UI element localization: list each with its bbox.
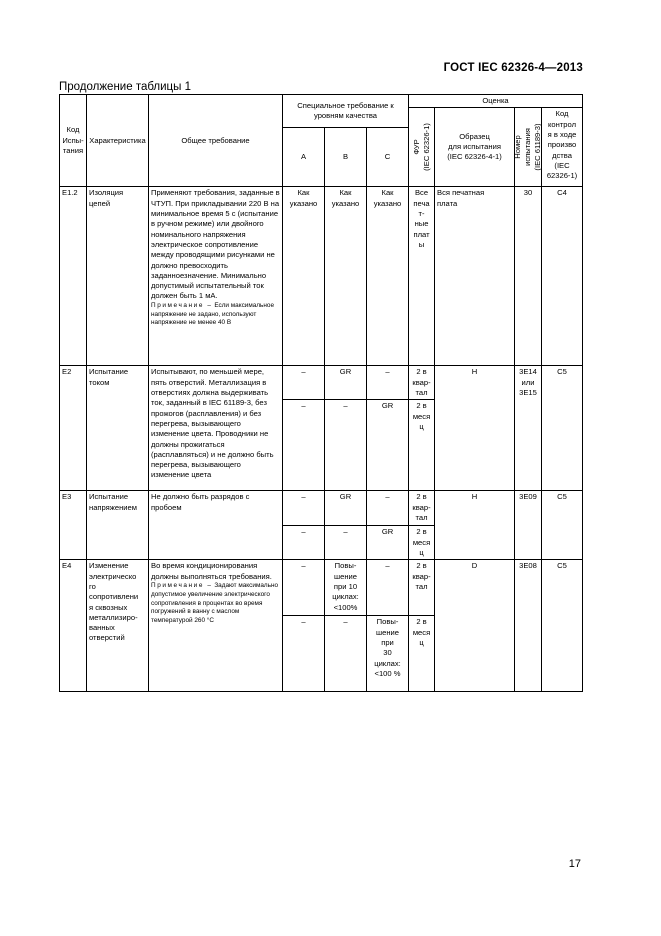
cell-level-c: – xyxy=(367,560,409,616)
header-control-code: Код контрол я в ходе произво дства (IEC 62326-1) xyxy=(542,108,583,187)
cell-fur: 2 в квар- тал xyxy=(409,560,435,616)
header-test-number xyxy=(515,108,542,187)
row-code: E3 xyxy=(60,491,87,560)
header-general-requirement: Общее требование xyxy=(149,95,283,187)
cell-level-a: – xyxy=(283,366,325,400)
cell-control-code: С4 xyxy=(542,187,583,366)
cell-fur: 2 в меся ц xyxy=(409,616,435,692)
row-code: E1.2 xyxy=(60,187,87,366)
note-text: Задают максимально допустимое увеличение электрического сопротивления в процентах во время погружений в ванну с маслом температурой 260 °С xyxy=(151,581,279,625)
page-number: 17 xyxy=(568,858,581,870)
header-code: Код Испы- тания xyxy=(60,95,87,187)
cell-level-c: GR xyxy=(367,526,409,560)
cell-level-a: – xyxy=(283,526,325,560)
cell-level-b: GR xyxy=(325,491,367,526)
cell-control-code: С5 xyxy=(542,491,583,560)
requirements-table xyxy=(59,94,583,692)
cell-fur: Все печа т- ные плат ы xyxy=(409,187,435,366)
cell-level-c: – xyxy=(367,366,409,400)
cell-level-c: GR xyxy=(367,400,409,491)
cell-level-b: Как указано xyxy=(325,187,367,366)
header-sample: Образец для испытания (IEC 62326-4-1) xyxy=(435,108,515,187)
cell-fur: 2 в меся ц xyxy=(409,400,435,491)
cell-control-code: С5 xyxy=(542,560,583,692)
requirement-text: Применяют требования, заданные в ЧТУП. При прикладывании 220 В на минимальное время 5 с (испытание в ручном режиме) или двойного номинального напряжения электрическое сопротивление между проводящими рисунками не должно превосходить заданноезначение. Минимально допустимый испытательный ток должен быть 1 мА. xyxy=(151,188,280,301)
cell-test-number: 3E09 xyxy=(515,491,542,560)
cell-fur: 2 в меся ц xyxy=(409,526,435,560)
cell-test-number: 3E14 или 3E15 xyxy=(515,366,542,491)
note-text: Если максимальное напряжение не задано, используют напряжение не менее 40 В xyxy=(151,301,274,327)
header-evaluation: Оценка xyxy=(409,95,583,108)
cell-fur: 2 в квар- тал xyxy=(409,491,435,526)
cell-level-a: Как указано xyxy=(283,187,325,366)
cell-level-c: Как указано xyxy=(367,187,409,366)
cell-level-b: Повы- шение при 10 циклах: <100% xyxy=(325,560,367,616)
header-level-a: А xyxy=(283,128,325,187)
table-row xyxy=(60,560,583,616)
requirement-note xyxy=(151,302,280,328)
row-characteristic: Изоляция цепей xyxy=(87,187,149,366)
cell-level-a: – xyxy=(283,616,325,692)
table-row xyxy=(60,366,583,400)
table-row xyxy=(60,491,583,526)
cell-level-a: – xyxy=(283,491,325,526)
header-level-c: С xyxy=(367,128,409,187)
cell-level-b: – xyxy=(325,400,367,491)
standard-designation: ГОСТ IEC 62326-4—2013 xyxy=(443,62,583,74)
header-fur-text: ФУР (IEC 62326-1) xyxy=(411,123,431,172)
row-requirement xyxy=(149,560,283,692)
cell-control-code: С5 xyxy=(542,366,583,491)
row-requirement: Не должно быть разрядов с пробоем xyxy=(149,491,283,560)
cell-test-number: 3E08 xyxy=(515,560,542,692)
row-requirement: Испытывают, по меньшей мере, пять отверстий. Металлизация в отверстиях должна выдерживать ток, заданный в IEC 61189-3, без прожогов (расплавления) и без перегрева, вызывающего изменение цвета. Проводники не должны прожигаться (расплавляться) и не должно быть перегрева, вызывающего изменение цвета xyxy=(149,366,283,491)
note-label: Примечание – xyxy=(151,581,213,589)
cell-level-a: – xyxy=(283,560,325,616)
table-caption: Продолжение таблицы 1 xyxy=(59,81,192,93)
cell-sample: H xyxy=(435,491,515,560)
cell-level-b: – xyxy=(325,526,367,560)
row-code: E4 xyxy=(60,560,87,692)
requirement-note xyxy=(151,582,280,626)
cell-level-a: – xyxy=(283,400,325,491)
row-code: E2 xyxy=(60,366,87,491)
header-test-number-text: Номер испытания (IEC 61189-3) xyxy=(513,123,542,171)
header-characteristic: Характеристика xyxy=(87,95,149,187)
cell-level-b: GR xyxy=(325,366,367,400)
cell-sample: Вся печатная плата xyxy=(435,187,515,366)
cell-level-c: Повы- шение при 30 циклах: <100 % xyxy=(367,616,409,692)
cell-sample: H xyxy=(435,366,515,491)
row-characteristic: Испытание током xyxy=(87,366,149,491)
requirement-text: Во время кондиционирования должны выполняться требования. xyxy=(151,561,272,581)
row-requirement xyxy=(149,187,283,366)
cell-sample: D xyxy=(435,560,515,692)
cell-level-c: – xyxy=(367,491,409,526)
header-fur xyxy=(409,108,435,187)
row-characteristic: Испытание напряжением xyxy=(87,491,149,560)
row-characteristic: Изменение электрическо го сопротивлени я сквозных металлизиро- ванных отверстий xyxy=(87,560,149,692)
cell-level-b: – xyxy=(325,616,367,692)
header-level-b: В xyxy=(325,128,367,187)
cell-test-number: 30 xyxy=(515,187,542,366)
header-special-requirement: Специальное требование к уровням качества xyxy=(283,95,409,128)
cell-fur: 2 в квар- тал xyxy=(409,366,435,400)
table-row xyxy=(60,187,583,366)
note-label: Примечание – xyxy=(151,301,213,309)
